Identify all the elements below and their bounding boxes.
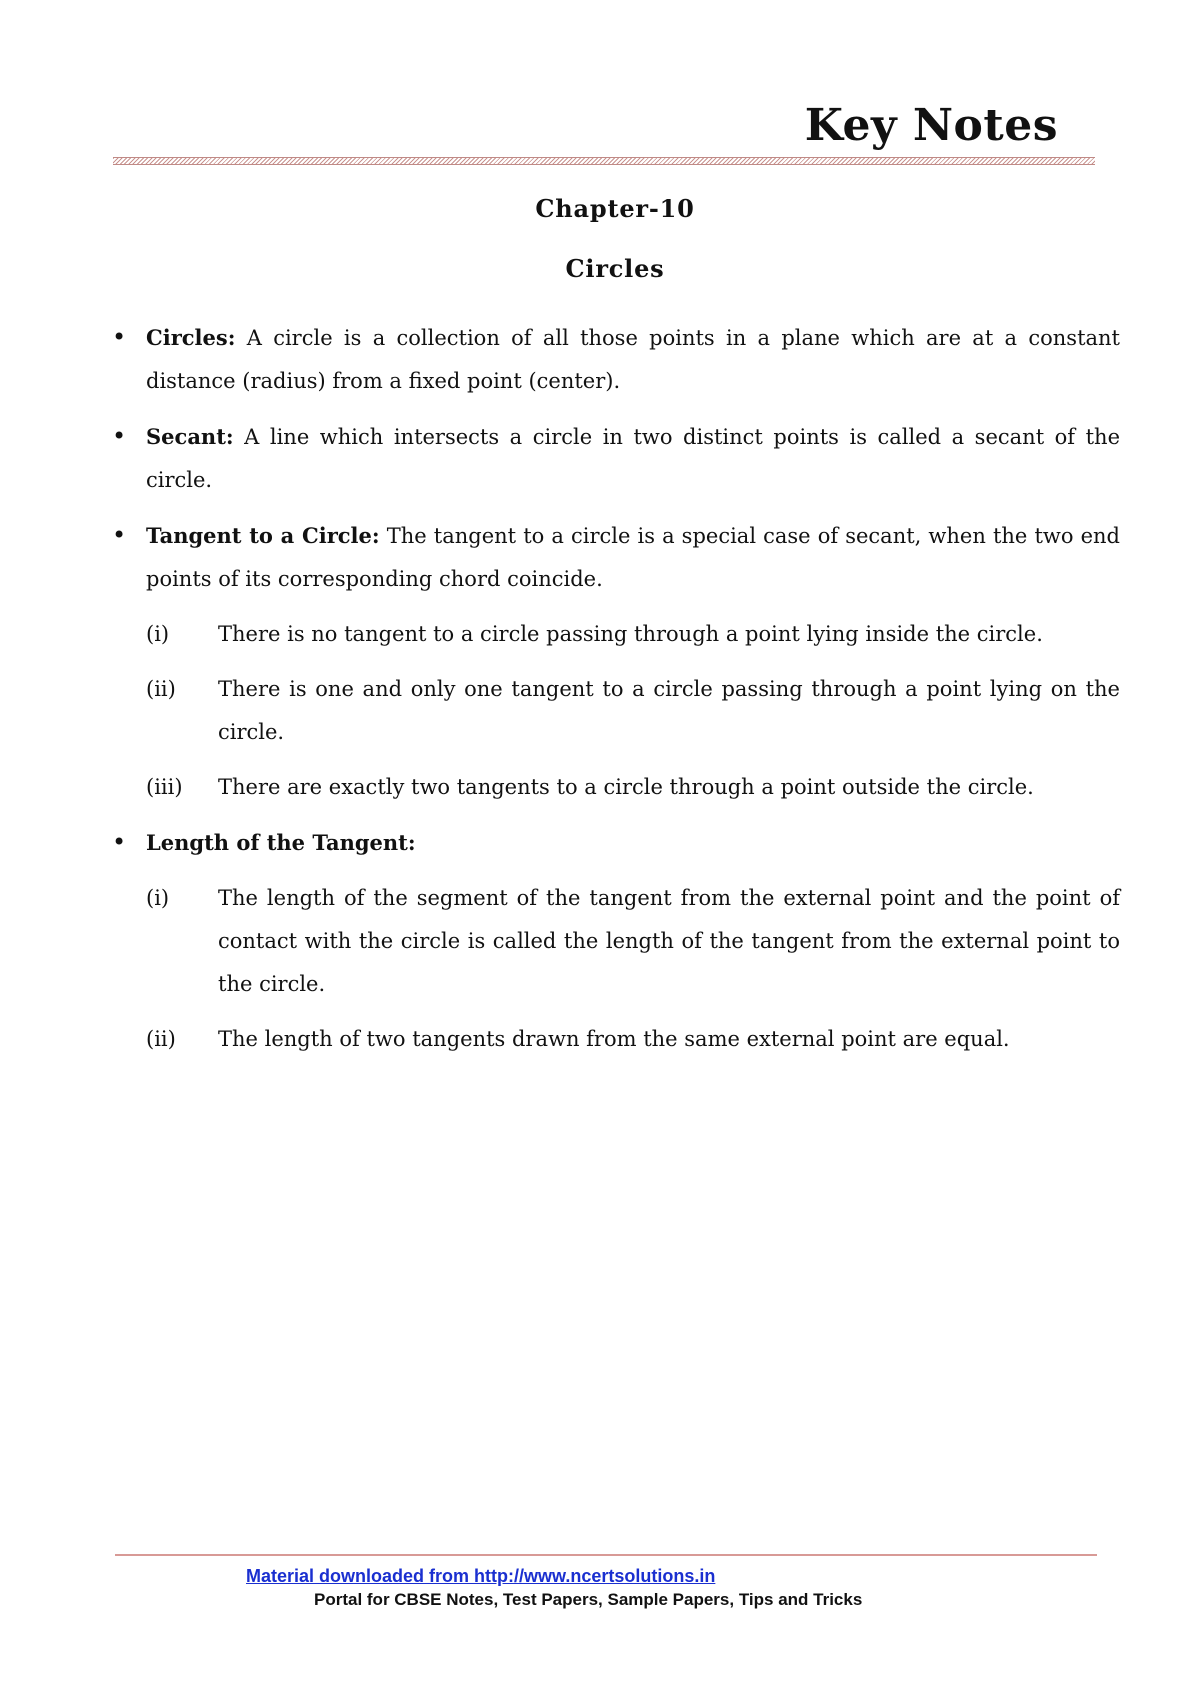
- list-item: [108, 613, 1120, 656]
- bullet-icon: •: [112, 828, 127, 856]
- list-item-text: There is one and only one tangent to a circle passing through a point lying on the circle.: [218, 677, 1120, 744]
- bullet-icon: •: [112, 422, 127, 450]
- notes-content: [108, 316, 1120, 1073]
- list-item-text: The length of the segment of the tangent from the external point and the point of contact with the circle is called the length of the tangent from the external point to the circle.: [218, 886, 1120, 996]
- bullet-item-tangent: [108, 514, 1120, 601]
- bullet-icon: •: [112, 521, 127, 549]
- header-divider: [113, 157, 1095, 165]
- list-item: [108, 1018, 1120, 1061]
- bullet-icon: •: [112, 323, 127, 351]
- list-item-text: There are exactly two tangents to a circle through a point outside the circle.: [218, 775, 1034, 799]
- page-header-title: Key Notes: [804, 100, 1058, 151]
- list-item-number: (i): [146, 622, 170, 646]
- bullet-item-secant: [108, 415, 1120, 502]
- list-item-text: The length of two tangents drawn from the same external point are equal.: [218, 1027, 1010, 1051]
- footer-divider: [115, 1554, 1097, 1556]
- bullet-text: A line which intersects a circle in two distinct points is called a secant of the circle.: [146, 425, 1120, 492]
- list-item-number: (ii): [146, 1027, 176, 1051]
- list-item-text: There is no tangent to a circle passing through a point lying inside the circle.: [218, 622, 1043, 646]
- chapter-heading: Chapter-10: [535, 194, 695, 223]
- list-item-number: (iii): [146, 775, 183, 799]
- bullet-term: Tangent to a Circle:: [146, 523, 380, 548]
- list-item: [108, 668, 1120, 754]
- bullet-term: Secant:: [146, 424, 234, 449]
- subject-heading: Circles: [565, 254, 665, 283]
- bullet-text: A circle is a collection of all those points in a plane which are at a constant distance (radius) from a fixed point (center).: [146, 326, 1120, 393]
- bullet-term: Length of the Tangent:: [146, 830, 416, 855]
- footer-portal-text: Portal for CBSE Notes, Test Papers, Sample Papers, Tips and Tricks: [314, 1590, 863, 1609]
- list-item-number: (ii): [146, 677, 176, 701]
- bullet-item-circles: [108, 316, 1120, 403]
- bullet-text: The tangent to a circle is a special case of secant, when the two end points of its corresponding chord coincide.: [146, 524, 1120, 591]
- list-item: [108, 877, 1120, 1006]
- footer-download-link[interactable]: Material downloaded from http://www.ncertsolutions.in: [246, 1566, 716, 1586]
- bullet-item-length-of-tangent: [108, 821, 1120, 865]
- list-item-number: (i): [146, 886, 170, 910]
- bullet-term: Circles:: [146, 325, 236, 350]
- list-item: [108, 766, 1120, 809]
